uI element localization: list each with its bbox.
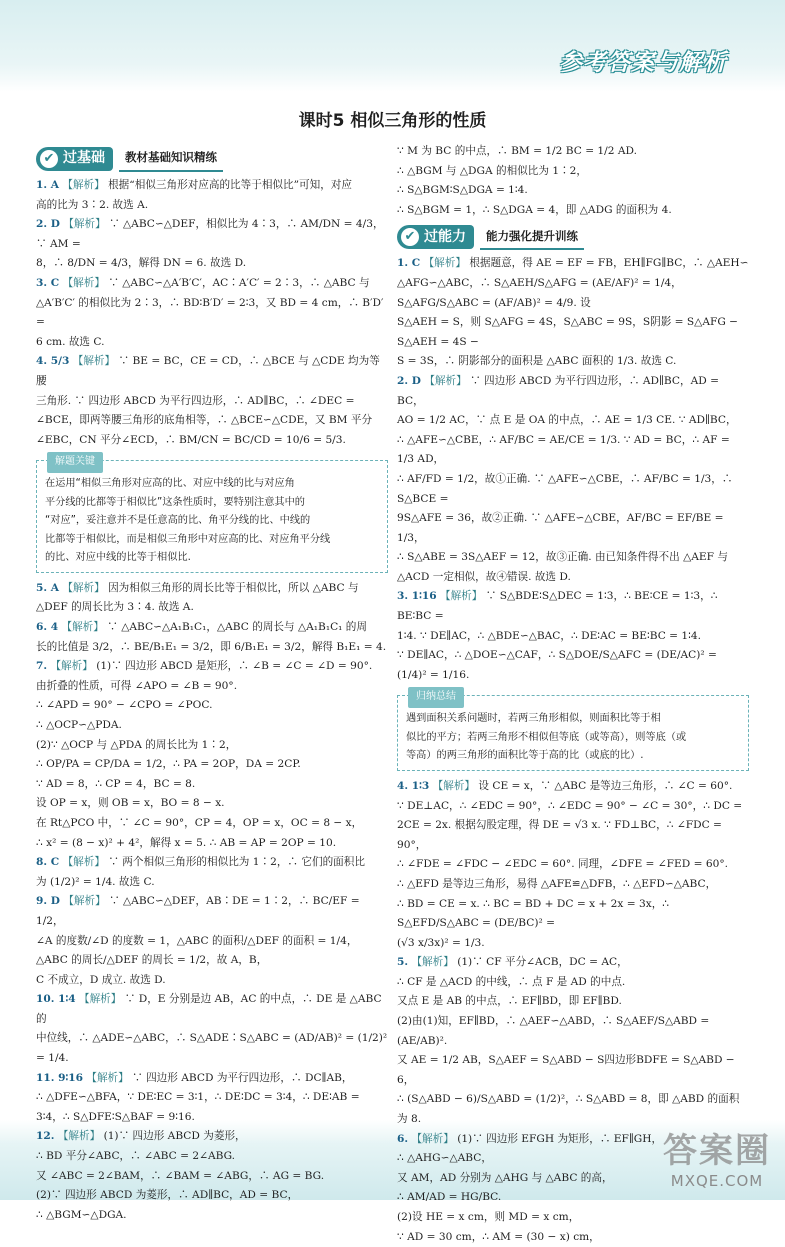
answer-text: 中位线，∴ △ADE∽△ABC，∴ S△ADE∶S△ABC = (AD/AB)² = (1/2)² = 1/4. xyxy=(36,1032,388,1065)
answer-line xyxy=(36,873,388,893)
answer-line xyxy=(36,392,388,412)
answer-text: ∵ DE∥AC，∴ △DOE∽△CAF，∴ S△DOE/S△AFC = (DE/AC)² = (1/4)² = 1/16. xyxy=(397,649,717,681)
tip-label: 归纳总结 xyxy=(408,687,464,708)
answer-line xyxy=(36,579,388,599)
answer-line xyxy=(397,1051,749,1090)
answer-number: 1. A xyxy=(36,179,59,191)
text-line: 似比的平方；若两三角形不相似但等底（或等高），则等底（或 xyxy=(406,731,687,743)
answer-item xyxy=(36,892,388,990)
answer-line xyxy=(36,775,388,795)
answer-line xyxy=(36,1186,388,1206)
answer-text: 8，∴ 8/DN = 4/3，解得 DN = 6. 故选 D. xyxy=(36,257,247,270)
check-icon: ✔ xyxy=(401,228,419,246)
answer-line xyxy=(397,587,749,626)
answer-line xyxy=(397,816,749,855)
answer-item xyxy=(36,215,388,274)
answer-text: 又 AE = 1/2 AB，S△AEF = S△ABD − S四边形BDFE = S△ABD − 6， xyxy=(397,1054,735,1086)
answer-text: ∴ △BGM∽△DGA. xyxy=(36,1208,127,1221)
answer-item xyxy=(397,254,749,372)
answer-line xyxy=(36,1206,388,1226)
answer-text: ∴ (S△ABD − 6)/S△ABD = (1/2)²，∴ S△ABD = 8，即 △ABD 的面积为 8. xyxy=(397,1093,740,1126)
analysis-tag: 【解析】 xyxy=(424,374,467,387)
analysis-tag: 【解析】 xyxy=(63,895,106,908)
tip-label: 解题关键 xyxy=(47,452,103,473)
answer-text: 高的比为 3∶2. 故选 A. xyxy=(36,198,149,211)
answer-text: ∵ 两个相似三角形的相似比为 1∶2，∴ 它们的面积比 xyxy=(108,856,365,869)
answer-line xyxy=(36,932,388,971)
answer-text: ∵ DE⊥AC，∴ ∠EDC = 90°，∴ ∠EDC = 90° − ∠C = 30°，∴ DC = xyxy=(397,799,743,812)
answer-line xyxy=(397,895,749,934)
answer-number: 6. 4 xyxy=(36,621,59,633)
answer-number: 2. D xyxy=(36,218,60,231)
section-subtitle: 能力强化提升训练 xyxy=(480,225,584,251)
answer-line xyxy=(397,992,749,1012)
answer-text: 因为相似三角形的周长比等于相似比，所以 △ABC 与 xyxy=(108,581,359,594)
answer-item xyxy=(36,1069,388,1128)
tip-box-summary xyxy=(397,691,749,771)
answer-line xyxy=(36,196,388,216)
header-title: 参考答案与解析 xyxy=(559,50,727,76)
answer-line xyxy=(397,352,749,372)
answer-text: ∵ △ABC∽△A′B′C′，AC∶A′C′ = 2∶3，∴ △ABC 与 xyxy=(108,276,370,289)
answer-text: 1∶4. ∵ DE∥AC，∴ △BDE∽△BAC，∴ DE∶AC = BE∶BC = 1∶4. xyxy=(397,629,702,642)
answer-line xyxy=(397,1208,749,1228)
answer-line xyxy=(397,1188,749,1208)
answer-text: ∵ △ABC∽△DEF，相似比为 4∶3，∴ AM/DN = 4/3，∵ AM = xyxy=(36,218,384,250)
answer-line xyxy=(36,352,388,391)
answer-line xyxy=(36,892,388,931)
analysis-tag: 【解析】 xyxy=(79,993,122,1006)
answer-line xyxy=(36,814,388,834)
watermark xyxy=(663,1123,771,1190)
text-line: 遇到面积关系问题时，若两三角形相似，则面积比等于相 xyxy=(406,713,661,725)
answer-text: ∠EBC，CN 平分∠ECD，∴ BM/CN = BC/CD = 10/6 = 5/3. xyxy=(36,433,346,446)
answer-text: (√3 x/3x)² = 1/3. xyxy=(397,936,485,949)
right-items xyxy=(397,254,749,685)
answer-line xyxy=(397,1012,749,1051)
answer-line xyxy=(397,254,749,274)
answer-item xyxy=(36,176,388,215)
answer-number: 4. 5/3 xyxy=(36,355,70,368)
answer-text: (2)∵ △OCP 与 △PDA 的周长比为 1∶2， xyxy=(36,738,237,751)
answer-text: ∵ BE = BC，CE = CD，∴ △BCE 与 △CDE 均为等腰 xyxy=(36,355,380,387)
answer-item xyxy=(36,990,388,1068)
answer-text: ∴ BD = CE = x. ∴ BC = BD + DC = x + 2x = 3x，∴ S△EFD/S△ABC = (DE/BC)² = xyxy=(397,897,670,930)
answer-text: ∴ △OCP∽△PDA. xyxy=(36,718,122,731)
answer-line xyxy=(397,855,749,875)
left-column xyxy=(36,142,388,1225)
right-top-lines xyxy=(397,142,749,220)
answer-item xyxy=(36,579,388,618)
analysis-tag: 【解析】 xyxy=(61,621,104,633)
answer-line xyxy=(36,1088,388,1108)
answer-text: 又 ∠ABC = 2∠BAM，∴ ∠BAM = ∠ABG，∴ AG = BG. xyxy=(36,1169,325,1182)
answer-text: ∴ △DFE∽△BFA，∵ DE∶EC = 3∶1，∴ DE∶DC = 3∶4，∴ DE∶AB = xyxy=(36,1091,360,1104)
analysis-tag: 【解析】 xyxy=(62,179,105,191)
answer-line xyxy=(397,627,749,647)
watermark-url: MXQE.COM xyxy=(670,1172,764,1190)
answer-line xyxy=(397,372,749,411)
answer-number: 6. xyxy=(397,1132,409,1145)
tip-lines xyxy=(45,475,379,568)
answer-text: (2)∵ 四边形 ABCD 为菱形，∴ AD∥BC，AD = BC， xyxy=(36,1189,299,1202)
answer-number: 3. 1∶16 xyxy=(397,590,437,603)
section-badge-label: 过能力 xyxy=(424,228,466,245)
answer-text: ∴ ∠APD = 90° − ∠CPO = ∠POC. xyxy=(36,699,213,712)
answer-item xyxy=(397,372,749,588)
answer-text: ∵ AD = 8，∴ CP = 4，BC = 8. xyxy=(36,777,196,790)
answer-text: ∴ AM/AD = HG/BC. xyxy=(397,1191,502,1204)
text-line: ∴ S△BGM = 1，∴ S△DGA = 4，即 △ADG 的面积为 4. xyxy=(397,203,672,216)
answer-item xyxy=(397,777,749,953)
answer-text: 由折叠的性质，可得 ∠APO = ∠B = 90°. xyxy=(36,679,238,692)
answer-text: 9S△AFE = 36，故②正确. ∵ △AFE∽△CBE，AF/BC = EF/BE = 1/3， xyxy=(397,512,724,544)
analysis-tag: 【解析】 xyxy=(432,779,475,792)
answer-number: 5. A xyxy=(36,581,59,594)
answer-text: (2)由(1)知，EF∥BD，∴ △AEF∽△ABD，∴ S△AEF/S△ABD = (AE/AB)². xyxy=(397,1015,710,1047)
analysis-tag: 【解析】 xyxy=(411,956,454,969)
answer-line xyxy=(397,777,749,797)
watermark-logo-text: 答案圈 xyxy=(663,1131,771,1171)
answer-line xyxy=(36,677,388,697)
answer-item xyxy=(36,657,388,853)
answer-number: 11. 9∶16 xyxy=(36,1071,83,1084)
answer-text: 又 AM，AD 分别为 △AHG 与 △ABC 的高， xyxy=(397,1171,613,1184)
tip-lines xyxy=(406,710,740,766)
section-badge xyxy=(397,225,474,249)
text-line: “对应”，妥注意并不是任意高的比、角平分线的比、中线的 xyxy=(45,515,311,527)
answer-number: 9. D xyxy=(36,895,60,908)
answer-line xyxy=(36,696,388,716)
answer-text: 设 CE = x，∵ △ABC 是等边三角形，∴ ∠C = 60°. xyxy=(478,779,733,792)
answer-text: 根据题意，得 AE = EF = FB，EH∥FG∥BC，∴ △AEH∽ xyxy=(469,257,749,270)
analysis-tag: 【解析】 xyxy=(62,581,105,594)
answer-line xyxy=(36,294,388,333)
right-column xyxy=(397,142,749,1247)
answer-line xyxy=(397,646,749,685)
answer-line xyxy=(397,797,749,817)
analysis-tag: 【解析】 xyxy=(57,1130,101,1143)
answer-text: 2CE = 2x. 根据勾股定理，得 DE = √3 x. ∵ FD⊥BC，∴ ∠FDC = 90°， xyxy=(397,819,722,851)
header-band xyxy=(0,0,785,92)
answer-text: ∴ CF 是 △ACD 的中线，∴ 点 F 是 AD 的中点. xyxy=(397,975,626,988)
answer-line xyxy=(397,411,749,431)
answer-text: S = 3S，∴ 阴影部分的面积是 △ABC 面积的 1/3. 故选 C. xyxy=(397,355,677,368)
answer-item xyxy=(36,853,388,892)
answer-text: 为 (1/2)² = 1/4. 故选 C. xyxy=(36,875,155,888)
answer-text: △AFG∽△ABC，∴ S△AEH/S△AFG = (AE/AF)² = 1/4，S△AFG/S△ABC = (AF/AB)² = 4/9. 设 xyxy=(397,276,682,309)
answer-line xyxy=(36,1029,388,1068)
answer-text: ∴ △AHG∽△ABC， xyxy=(397,1152,492,1165)
analysis-tag: 【解析】 xyxy=(423,257,466,270)
answer-text: ∵ AD = 30 cm，∴ AM = (30 − x) cm， xyxy=(397,1230,600,1243)
answer-line xyxy=(36,794,388,814)
answer-line xyxy=(397,431,749,470)
answer-number: 2. D xyxy=(397,374,421,387)
answer-item xyxy=(36,274,388,352)
answer-number: 8. C xyxy=(36,856,60,869)
answer-text: ∴ x² = (8 − x)² + 4²，解得 x = 5. ∴ AB = AP = 2OP = 10. xyxy=(36,836,337,849)
check-icon: ✔ xyxy=(40,150,58,168)
answer-line xyxy=(397,509,749,548)
left-items xyxy=(36,176,388,450)
answer-line xyxy=(36,1147,388,1167)
text-line: 比都等于相似比，而是相似三角形中对应高的比、对应角平分线 xyxy=(45,533,331,545)
answer-text: 又点 E 是 AB 的中点，∴ EF∥BD，即 EF∥BD. xyxy=(397,995,622,1008)
answer-item xyxy=(36,1127,388,1225)
answer-text: ∠A 的度数/∠D 的度数 = 1，△ABC 的面积/△DEF 的面积 = 1/4，△ABC 的周长/△DEF 的周长 = 1/2，故 A，B， xyxy=(36,934,358,967)
answer-line xyxy=(36,638,388,658)
answer-text: (1)∵ 四边形 ABCD 是矩形，∴ ∠B = ∠C = ∠D = 90°. xyxy=(96,660,373,673)
answer-text: AO = 1/2 AC，∵ 点 E 是 OA 的中点，∴ AE = 1/3 CE. ∵ AD∥BC， xyxy=(397,414,737,427)
section-header-ability xyxy=(397,222,749,252)
answer-line xyxy=(36,716,388,736)
answer-line xyxy=(36,215,388,254)
analysis-tag: 【解析】 xyxy=(62,856,105,869)
answer-line xyxy=(36,618,388,638)
answer-line xyxy=(36,1127,388,1147)
answer-text: ∴ S△ABE = 3S△AEF = 12，故③正确. 由已知条件得不出 △AEF 与 xyxy=(397,551,728,564)
answer-text: ∵ 四边形 ABCD 为平行四边形，∴ DC∥AB， xyxy=(132,1071,353,1084)
answer-line xyxy=(397,934,749,954)
answer-text: (1)∵ CF 平分∠ACB，DC = AC， xyxy=(457,956,628,969)
answer-text: C 不成立，D 成立. 故选 D. xyxy=(36,973,166,986)
answer-text: △A′B′C′ 的相似比为 2∶3，∴ BD∶B′D′ = 2∶3，又 BD = 4 cm，∴ B′D′ = xyxy=(36,296,384,329)
answer-line xyxy=(397,274,749,313)
answer-line xyxy=(397,313,749,352)
section-badge-label: 过基础 xyxy=(63,150,105,167)
answer-text: 6 cm. 故选 C. xyxy=(36,335,105,348)
answer-line xyxy=(36,1167,388,1187)
text-line: ∴ △BGM 与 △DGA 的相似比为 1∶2， xyxy=(397,164,587,177)
lesson-title: 课时5 相似三角形的性质 xyxy=(298,111,487,131)
answer-text: ∴ △AFE∽△CBE，∴ AF/BC = AE/CE = 1/3. ∵ AD = BC，∴ AF = 1/3 AD， xyxy=(397,433,730,466)
answer-line xyxy=(397,548,749,568)
text-line: 的比、对应中线的比等于相似比. xyxy=(45,552,191,564)
answer-text: ∠BCE，即两等腰三角形的底角相等，∴ △BCE∽△CDE，又 BM 平分 xyxy=(36,414,373,427)
answer-item xyxy=(397,587,749,685)
answer-number: 5. xyxy=(397,956,409,969)
answer-text: ∴ △EFD 是等边三角形，易得 △AFE≌△DFB，∴ △EFD∽△ABC， xyxy=(397,877,717,890)
answer-text: ∵ △ABC∽△A₁B₁C₁，△ABC 的周长与 △A₁B₁C₁ 的周 xyxy=(107,621,367,633)
answer-line xyxy=(397,953,749,973)
answer-text: △DEF 的周长比为 3∶4. 故选 A. xyxy=(36,601,194,614)
answer-line xyxy=(36,1108,388,1128)
answer-line xyxy=(36,834,388,854)
answer-line xyxy=(36,333,388,353)
answer-text: 3∶4，∴ S△DFE∶S△BAF = 9∶16. xyxy=(36,1110,195,1123)
text-line: ∵ M 为 BC 的中点，∴ BM = 1/2 BC = 1/2 AD. xyxy=(397,145,637,157)
text-line: 平分线的比都等于相似比”这条性质时，要特别注意其中的 xyxy=(45,496,305,508)
analysis-tag: 【解析】 xyxy=(411,1132,454,1145)
answer-text: 设 OP = x，则 OB = x，BO = 8 − x. xyxy=(36,797,225,810)
answer-text: (2)设 HE = x cm，则 MD = x cm， xyxy=(397,1211,580,1223)
answer-text: ∵ △ABC∽△DEF，AB∶DE = 1∶2，∴ BC/EF = 1/2， xyxy=(36,895,360,927)
answer-number: 4. 1∶3 xyxy=(397,779,430,792)
answer-line xyxy=(36,254,388,274)
answer-line xyxy=(36,657,388,677)
answer-text: S△AEH = S，则 S△AFG = 4S，S△ABC = 9S，S阴影 = S△AFG − S△AEH = 4S − xyxy=(397,316,739,348)
answer-item xyxy=(36,352,388,450)
answer-text: ∴ OP/PA = CP/DA = 1/2，∴ PA = 2OP，DA = 2CP. xyxy=(36,758,301,771)
analysis-tag: 【解析】 xyxy=(63,218,106,231)
answer-number: 12. xyxy=(36,1130,55,1143)
text-line: ∴ S△BGM∶S△DGA = 1∶4. xyxy=(397,184,528,197)
answer-line xyxy=(36,736,388,756)
section-header-basic xyxy=(36,144,388,174)
answer-text: 长的比值是 3/2，∴ BE/B₁E₁ = 3/2，即 6/B₁E₁ = 3/2，解得 B₁E₁ = 4. xyxy=(36,640,387,653)
answer-text: 在 Rt△PCO 中，∵ ∠C = 90°，CP = 4，OP = x，OC = 8 − x， xyxy=(36,816,363,829)
analysis-tag: 【解析】 xyxy=(86,1071,129,1084)
analysis-tag: 【解析】 xyxy=(72,355,116,368)
answer-line xyxy=(397,973,749,993)
answer-text: ∵ S△BDE∶S△DEC = 1∶3，∴ BE∶CE = 1∶3，∴ BE∶BC = xyxy=(397,590,718,623)
answer-line xyxy=(36,431,388,451)
answer-text: ∴ ∠FDE = ∠FDC − ∠EDC = 60°. 同理，∠DFE = ∠FED = 60°. xyxy=(397,858,728,871)
answer-text: (1)∵ 四边形 ABCD 为菱形， xyxy=(103,1130,246,1143)
text-line: 在运用“相似三角形对应高的比、对应中线的比与对应角 xyxy=(45,478,295,490)
answer-text: △ACD 一定相似，故④错误. 故选 D. xyxy=(397,570,571,583)
answer-line xyxy=(397,470,749,509)
answer-number: 1. C xyxy=(397,257,421,270)
answer-line xyxy=(36,1069,388,1089)
answer-text: ∵ 四边形 ABCD 为平行四边形，∴ AD∥BC，AD = BC， xyxy=(397,374,719,407)
answer-item xyxy=(397,953,749,1129)
answer-line xyxy=(36,176,388,196)
text-line: 等高）的两三角形的面积比等于高的比（或底的比）. xyxy=(406,750,644,762)
answer-number: 3. C xyxy=(36,276,60,289)
answer-line xyxy=(36,411,388,431)
answer-text: 根据“相似三角形对应高的比等于相似比”可知，对应 xyxy=(108,179,352,191)
answer-text: ∵ D，E 分别是边 AB，AC 的中点，∴ DE 是 △ABC 的 xyxy=(36,993,382,1025)
analysis-tag: 【解析】 xyxy=(62,276,105,289)
answer-line xyxy=(36,853,388,873)
answer-line xyxy=(36,598,388,618)
answer-text: 三角形. ∵ 四边形 ABCD 为平行四边形，∴ AD∥BC，∴ ∠DEC = xyxy=(36,394,355,407)
answer-line xyxy=(397,875,749,895)
answer-text: ∴ AF/FD = 1/2，故①正确. ∵ △AFE∽△CBE，∴ AF/BC = 1/3，∴ S△BCE = xyxy=(397,472,733,505)
analysis-tag: 【解析】 xyxy=(440,590,483,603)
answer-line xyxy=(36,755,388,775)
answer-text: ∴ BD 平分∠ABC，∴ ∠ABC = 2∠ABG. xyxy=(36,1150,236,1163)
answer-number: 7. xyxy=(36,660,48,673)
left-items-2 xyxy=(36,579,388,1226)
section-subtitle: 教材基础知识精练 xyxy=(119,146,223,172)
analysis-tag: 【解析】 xyxy=(50,660,93,673)
answer-text: (1)∵ 四边形 EFGH 为矩形，∴ EF∥GH， xyxy=(457,1132,663,1145)
answer-number: 10. 1∶4 xyxy=(36,993,76,1006)
answer-line xyxy=(397,568,749,588)
answer-line xyxy=(397,1228,749,1247)
answer-line xyxy=(36,971,388,991)
section-badge xyxy=(36,147,113,171)
answer-item xyxy=(36,618,388,657)
tip-box-key xyxy=(36,456,388,573)
answer-line xyxy=(36,274,388,294)
answer-line xyxy=(36,990,388,1029)
